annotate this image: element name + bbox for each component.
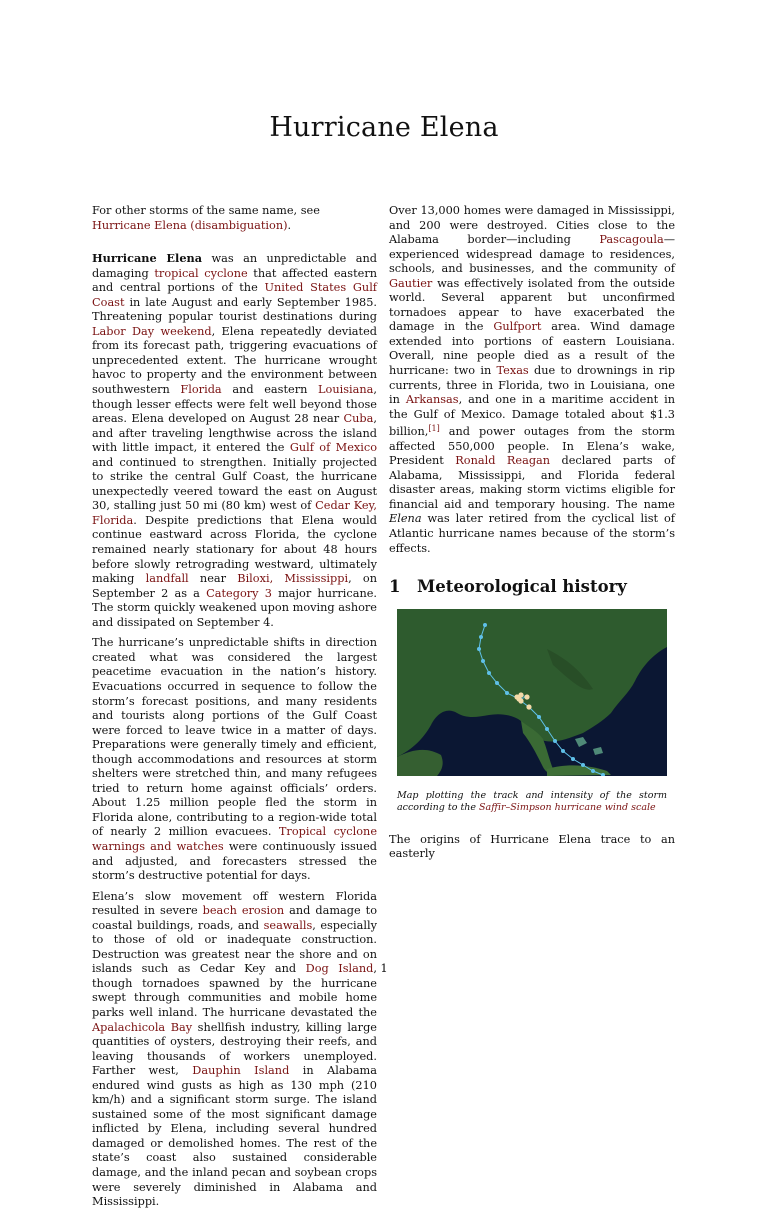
hatnote-text: For other storms of the same name, see [92,204,320,217]
track-point [477,647,481,651]
link-warnings-watches[interactable]: Tropical cyclone warnings and watches [92,825,378,853]
left-column [92,204,377,1216]
section-title: Meteorological history [417,577,627,597]
link-cuba[interactable]: Cuba [343,412,374,426]
right-column [389,204,675,868]
link-seawalls[interactable]: seawalls [263,918,313,932]
citation-1[interactable]: [1] [428,424,440,434]
link-labor-day-weekend[interactable]: Labor Day weekend [92,324,212,338]
track-point [481,659,485,663]
link-cedar-key[interactable]: Cedar Key, Florida [92,499,377,527]
article-title: Hurricane Elena [269,112,499,143]
track-point [483,623,487,627]
retired-name: Elena [389,512,422,526]
link-florida[interactable]: Florida [180,383,222,397]
storm-track-map[interactable] [397,609,667,776]
track-point [479,635,483,639]
link-landfall[interactable]: landfall [145,572,189,586]
track-point [591,769,595,773]
link-louisiana[interactable]: Louisiana [318,383,374,397]
damage-paragraph: Elena’s slow movement off western Florida resulted in severe beach erosion and damage to coastal buildings, roads, and seawalls, especially to those of old or inadequate construction. Destruction was greatest near the shore and on islands such as Cedar Key and Dog Island, though tornadoes spawned by the hurricane swept through communities and mobile home parks well inland. The hurricane devastated the Apalachicola Bay shellfish industry, killing large quantities of oysters, destroying their reefs, and leaving thousands of workers unemployed. Farther west, Dauphin Island in Alabama endured wind gusts as high as 130 mph (210 km/h) and a significant storm surge. The island sustained some of the most significant damage inflicted by Elena, including several hundred damaged or demolished homes. The rest of the state’s coast also sustained considerable damage, and the inland pecan and soybean crops were severely diminished in Alabama and Mississippi. [92,889,378,1209]
link-pascagoula[interactable]: Pascagoula [599,233,664,247]
link-texas[interactable]: Texas [496,364,529,378]
link-ronald-reagan[interactable]: Ronald Reagan [455,454,551,468]
figure-caption: Map plotting the track and intensity of the storm according to the Saffir–Simpson hurricane wind scale [397,789,667,814]
link-arkansas[interactable]: Arkansas [405,393,459,407]
track-point [524,694,529,699]
track-point [545,727,549,731]
link-tropical-cyclone[interactable]: tropical cyclone [154,266,248,280]
link-saffir-simpson-scale[interactable]: Saffir–Simpson hurricane wind scale [479,802,656,814]
link-biloxi[interactable]: Biloxi, Mississippi [237,572,349,586]
track-point [553,739,557,743]
track-point [581,763,585,767]
meteorological-paragraph: The origins of Hurricane Elena trace to an easterly [389,832,675,861]
section-heading [389,577,675,597]
link-apalachicola-bay[interactable]: Apalachicola Bay [92,1020,193,1034]
hatnote [92,204,377,233]
disambiguation-link[interactable]: Hurricane Elena (disambiguation) [92,218,288,232]
casualties-paragraph: Over 13,000 homes were damaged in Mississippi, and 200 were destroyed. Cities close to the Alabama border—including Pascagoula—experienced widespread damage to residences, schools, and businesses, and the community of Gautier was effectively isolated from the outside world. Several apparent but unconfirmed tornadoes appear to have exacerbated the damage in the Gulfport area. Wind damage extended into portions of eastern Louisiana. Overall, nine people died as a result of the hurricane: two in Texas due to drownings in rip currents, three in Florida, two in Louisiana, one in Arkansas, and one in a maritime accident in the Gulf of Mexico. Damage totaled about $1.3 billion,[1] and power outages from the storm affected 550,000 people. In Elena’s wake, President Ronald Reagan declared parts of Alabama, Mississippi, and Florida federal disaster areas, making storm victims eligible for financial aid and temporary housing. The name Elena was later retired from the cyclical list of Atlantic hurricane names because of the storm’s effects. [389,204,676,555]
link-beach-erosion[interactable]: beach erosion [202,904,285,918]
track-map-figure [397,609,667,815]
link-gulfport[interactable]: Gulfport [493,320,542,334]
hatnote-period: . [287,218,292,232]
link-dauphin-island[interactable]: Dauphin Island [192,1064,290,1078]
track-point [571,757,575,761]
intro-paragraph: Hurricane Elena was an unpredictable and damaging tropical cyclone that affected eastern and central portions of the United States Gulf Coast in late August and early September 1985. Threatening popular tourist destinations during Labor Day weekend, Elena repeatedly deviated from its forecast path, triggering evacuations of unprecedented extent. The hurricane wrought havoc to property and the environment between southwestern Florida and eastern Louisiana, though lesser effects were felt well beyond those areas. Elena developed on August 28 near Cuba, and after traveling lengthwise across the island with little impact, it entered the Gulf of Mexico and continued to strengthen. Initially projected to strike the central Gulf Coast, the hurricane unexpectedly veered toward the east on August 30, stalling just 50 mi (80 km) west of Cedar Key, Florida. Despite predictions that Elena would continue eastward across Florida, the cyclone remained nearly stationary for about 48 hours before slowly retrograding westward, ultimately making landfall near Biloxi, Mississippi, on September 2 as a Category 3 major hurricane. The storm quickly weakened upon moving ashore and dissipated on September 4. [92,251,378,629]
link-dog-island[interactable]: Dog Island [305,962,374,976]
track-point [505,691,509,695]
link-us-gulf-coast[interactable]: United States Gulf Coast [92,281,377,309]
track-point [526,704,531,709]
track-point [487,671,491,675]
link-gulf-of-mexico[interactable]: Gulf of Mexico [289,441,378,455]
evacuation-paragraph: The hurricane’s unpredictable shifts in direction created what was considered the largest peacetime evacuation in the nation’s history. Evacuations occurred in sequence to follow the storm’s forecast positions, and many residents and tourists along portions of the Gulf Coast were forced to leave twice in a matter of days. Preparations were generally timely and efficient, though accommodations and resources at storm shelters were stretched thin, and many refugees tried to return home against officials’ orders. About 1.25 million people fled the storm in Florida alone, contributing to a region-wide total of nearly 2 million evacuees. Tropical cyclone warnings and watches were continuously issued and adjusted, and forecasters stressed the storm’s destructive potential for days. [92,636,378,883]
track-point [495,681,499,685]
track-point [516,696,521,701]
link-gautier[interactable]: Gautier [389,276,433,290]
article-subject: Hurricane Elena [92,251,203,266]
link-category-3[interactable]: Category 3 [206,586,272,600]
page-number: 1 [380,961,388,975]
track-point [561,749,565,753]
track-point [537,715,541,719]
section-number: 1 [389,577,401,597]
